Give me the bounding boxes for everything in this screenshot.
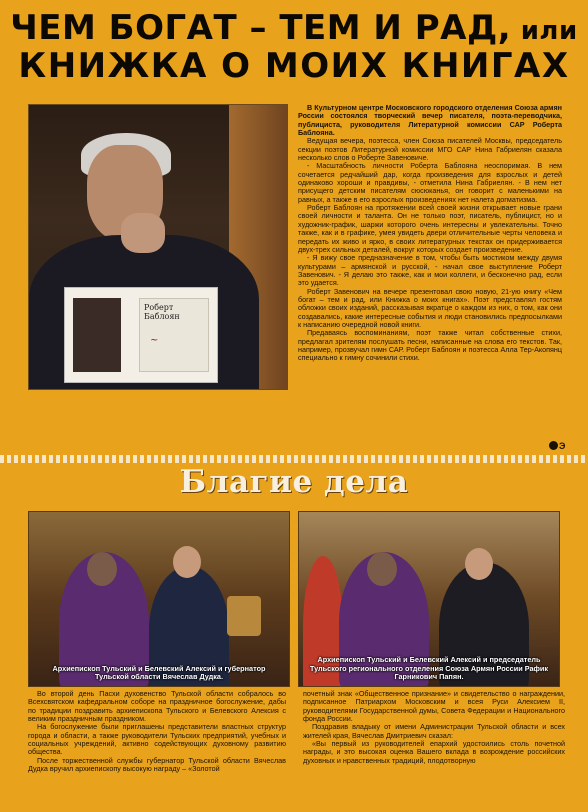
- section-divider: [0, 455, 588, 463]
- book-title-art: ~: [150, 335, 159, 346]
- header: [0, 0, 588, 96]
- article-paragraph: После торжественной службы губернатор Тульской области Вячеслав Дудка вручил архиепископу высокую награду – «Золотой: [28, 755, 286, 774]
- article2-column-right: [303, 690, 565, 812]
- photo-hand: [121, 213, 165, 253]
- photo-archbishop-governor: [28, 511, 290, 687]
- photo-head: [367, 552, 397, 586]
- article-end-mark: Э: [549, 441, 565, 451]
- photo-caption: Архиепископ Тульский и Белевский Алексий и губернатор Тульской области Вячеслав Дудка.: [52, 663, 266, 682]
- article-lead: В Культурном центре Московского городского отделения Союза армян России состоялся творческий вечер писателя, поэта-переводчика, публициста, руководителя Литературной комиссии САР Роберта Баблояна.: [298, 103, 562, 138]
- section-title: Благие дела: [179, 464, 409, 500]
- photo-archbishop-chairman: [298, 511, 560, 687]
- headline-line2: КНИЖКА О МОИХ КНИГАХ: [18, 46, 570, 86]
- photo-caption: Архиепископ Тульский и Белевский Алексий и председатель Тульского регионального отделения Союза Армян России Рафик Гарникович Папян.: [309, 655, 549, 682]
- headline-line1: [0, 8, 588, 48]
- article-paragraph: Ведущая вечера, поэтесса, член Союза писателей Москвы, председатель секции поэтов Литературной комиссии МГО САР Нина Габриелян сказала несколько слов о Роберте Завеновиче.: [298, 136, 562, 163]
- article-paragraph: Предаваясь воспоминаниям, поэт также читал собственные стихи, предлагал зрителям послушать песни, написанные на слова его текстов. Так, например, прозвучал гимн САР. Роберт Баблоян и поэтесса Алла Тер-Акопянц специально к гимну сочинили стихи.: [298, 328, 562, 363]
- book-cover-dark: [73, 298, 121, 372]
- article2-column-left: [28, 690, 286, 812]
- end-mark-icon: [549, 441, 558, 450]
- headline-small: или: [511, 16, 578, 46]
- book-author-label: Роберт Баблоян: [144, 303, 180, 321]
- photo-author-portrait: [28, 104, 288, 390]
- photo-head: [87, 552, 117, 586]
- article-paragraph: Поздравив владыку от имени Администрации Тульской области и всех жителей края, Вячеслав Дмитриевич сказал:: [303, 722, 565, 740]
- article-paragraph: На богослужение были приглашены представители властных структур города и области, а также руководители Тульских предприятий, учебных и социальных учреждений, активно содействующих духовному развитию общества.: [28, 722, 286, 757]
- book-display: [64, 287, 218, 383]
- photo-icon-frame: [227, 596, 261, 636]
- article-paragraph: Роберт Баблоян на протяжении всей своей жизни открывает новые грани своей личности и таланта. Он не только поэт, писатель, публицист, но и художник-график, шаржи которого очень интересны и увлекательны. Точно также, как и в графике, умея увидеть двери отличительные черты человека и передать их живо и ярко, в своих литературных текстах он придерживается двух-трех сильных деталей, вокруг которых создает произведение.: [298, 203, 562, 254]
- article-paragraph: - Я вижу свое предназначение в том, чтобы быть мостиком между двумя культурами – армянской и русской, - начал свое выступление Роберт Завенович. - Я делаю это также, как и мои коллеги, и бесконечно рад, если это удается.: [298, 253, 562, 288]
- article-paragraph: Во второй день Пасхи духовенство Тульской области собралось во Всехсвятском кафедральном соборе на праздничное богослужение, дабы по традиции поздравить архиепископа Тульского и Белевского Алексия с великим праздничным праздником.: [28, 690, 286, 724]
- article-paragraph: - Масштабность личности Роберта Баблояна неоспоримая. В нем сочетается редчайший дар, когда произведения для взрослых и детей одинаково хороши и правдивы, - отметила Нина Габриелян. - В нем нет присущего детским писателям сюсюканья, он говорит с маленькими на равных, а также в его взрослых произведениях нет налета догматизма.: [298, 161, 562, 204]
- article-paragraph: почетный знак «Общественное признание» и свидетельство о награждении, подписанное Патриархом Московским и всея Руси Алексием II, руководителями Государственной думы, Совета Федерации и Национального фонда России.: [303, 690, 565, 724]
- photo-head: [465, 548, 493, 580]
- article-paragraph: «Вы первый из руководителей епархий удостоились столь почетной награды, и это высокая оценка Вашего вклада в возрождение российских духовных и нравственных традиций, плодотворную: [303, 739, 565, 765]
- article-paragraph: Роберт Завенович на вечере презентовал свою новую, 21-ую книгу «Чем богат – тем и рад, или Книжка о моих книгах». Поэт представлял гостям обложки своих изданий, рассказывая вкратце о каждом из них, о том, как они создавались, какие интересные события и люди становились предпосылками к написанию очередной новой книги.: [298, 286, 562, 329]
- headline-main: ЧЕМ БОГАТ – ТЕМ И РАД,: [10, 8, 512, 48]
- book-cover-light: [139, 298, 209, 372]
- photo-head: [173, 546, 201, 578]
- article-main: [298, 104, 562, 396]
